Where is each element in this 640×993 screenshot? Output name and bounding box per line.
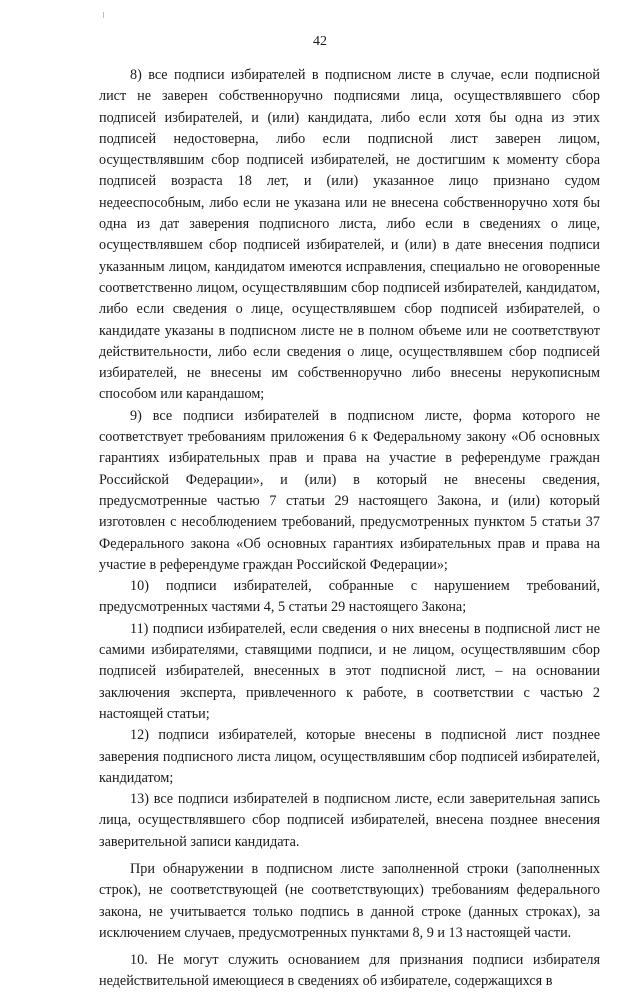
paragraph-item-10: 10) подписи избирателей, собранные с нарушением требований, предусмотренных частями 4, 5 статьи 29 настоящего Закона; (99, 578, 600, 616)
page-number: 42 (313, 34, 327, 49)
paragraph-item-12: 12) подписи избирателей, которые внесены в подписной лист позднее заверения подписного листа лицом, осуществлявшим сбор подписей избирателей, кандидатом; (99, 727, 600, 786)
paragraph-section-10: 10. Не могут служить основанием для признания подписи избирателя недействительной имеющиеся в сведениях об избирателе, содержащихся в (99, 952, 600, 990)
paragraph-item-8: 8) все подписи избирателей в подписном листе в случае, если подписной лист не заверен собственноручно подписями лица, осуществлявшего сбор подписей избирателей, и (или) кандидата, либо если хотя бы одна из этих подписей недостоверна, либо если подписной лист заверен лицом, осуществлявшим сбор подписей избирателей, не достигшим к моменту сбора подписей возраста 18 лет, и (или) указанное лицо признано судом недееспособным, либо если не указана или не внесена собственноручно хотя бы одна из дат заверения подписного листа, либо если в сведениях о лице, осуществлявшем сбор подписей избирателей, и (или) в дате внесения подписи указанным лицом, кандидатом имеются исправления, специально не оговоренные соответственно лицом, осуществлявшим сбор подписей избирателей, кандидатом, либо если сведения о лице, осуществлявшем сбор подписей избирателей, о кандидате указаны в подписном листе не в полном объеме или не соответствуют действительности, либо если сведения о лице, осуществлявшем сбор подписей избирателей, не внесены им собственноручно либо внесены нерукописным способом или карандашом; (99, 67, 600, 403)
paragraph-item-13: 13) все подписи избирателей в подписном листе, если заверительная запись лица, осуществлявшего сбор подписей избирателей, внесена позднее внесения заверительной записи кандидата. (99, 791, 600, 850)
paragraph-exception-note: При обнаружении в подписном листе заполненной строки (заполненных строк), не соответствующей (не соответствующих) требованиям федерального закона, не учитывается только подпись в данной строке (данных строках), за исключением случаев, предусмотренных пунктами 8, 9 и 13 настоящей части. (99, 860, 600, 941)
paragraph-item-9: 9) все подписи избирателей в подписном листе, форма которого не соответствует требованиям приложения 6 к Федеральному закону «Об основных гарантиях избирательных прав и права на участие в референдуме граждан Российской Федерации», и (или) в который не внесены сведения, предусмотренные частью 7 статьи 29 настоящего Закона, и (или) который изготовлен с несоблюдением требований, предусмотренных пунктом 5 статьи 37 Федерального закона «Об основных гарантиях избирательных прав и права на участие в референдуме граждан Российской Федерации»; (99, 407, 600, 573)
document-body (99, 65, 600, 993)
paragraph-item-11: 11) подписи избирателей, если сведения о них внесены в подписной лист не самими избирателями, ставящими подписи, и не лицом, осуществлявшим сбор подписей избирателей, внесенных в этот подписной лист, – на основании заключения эксперта, привлеченного к работе, в соответствии с частью 2 настоящей статьи; (99, 620, 600, 722)
scan-mark (103, 12, 104, 18)
